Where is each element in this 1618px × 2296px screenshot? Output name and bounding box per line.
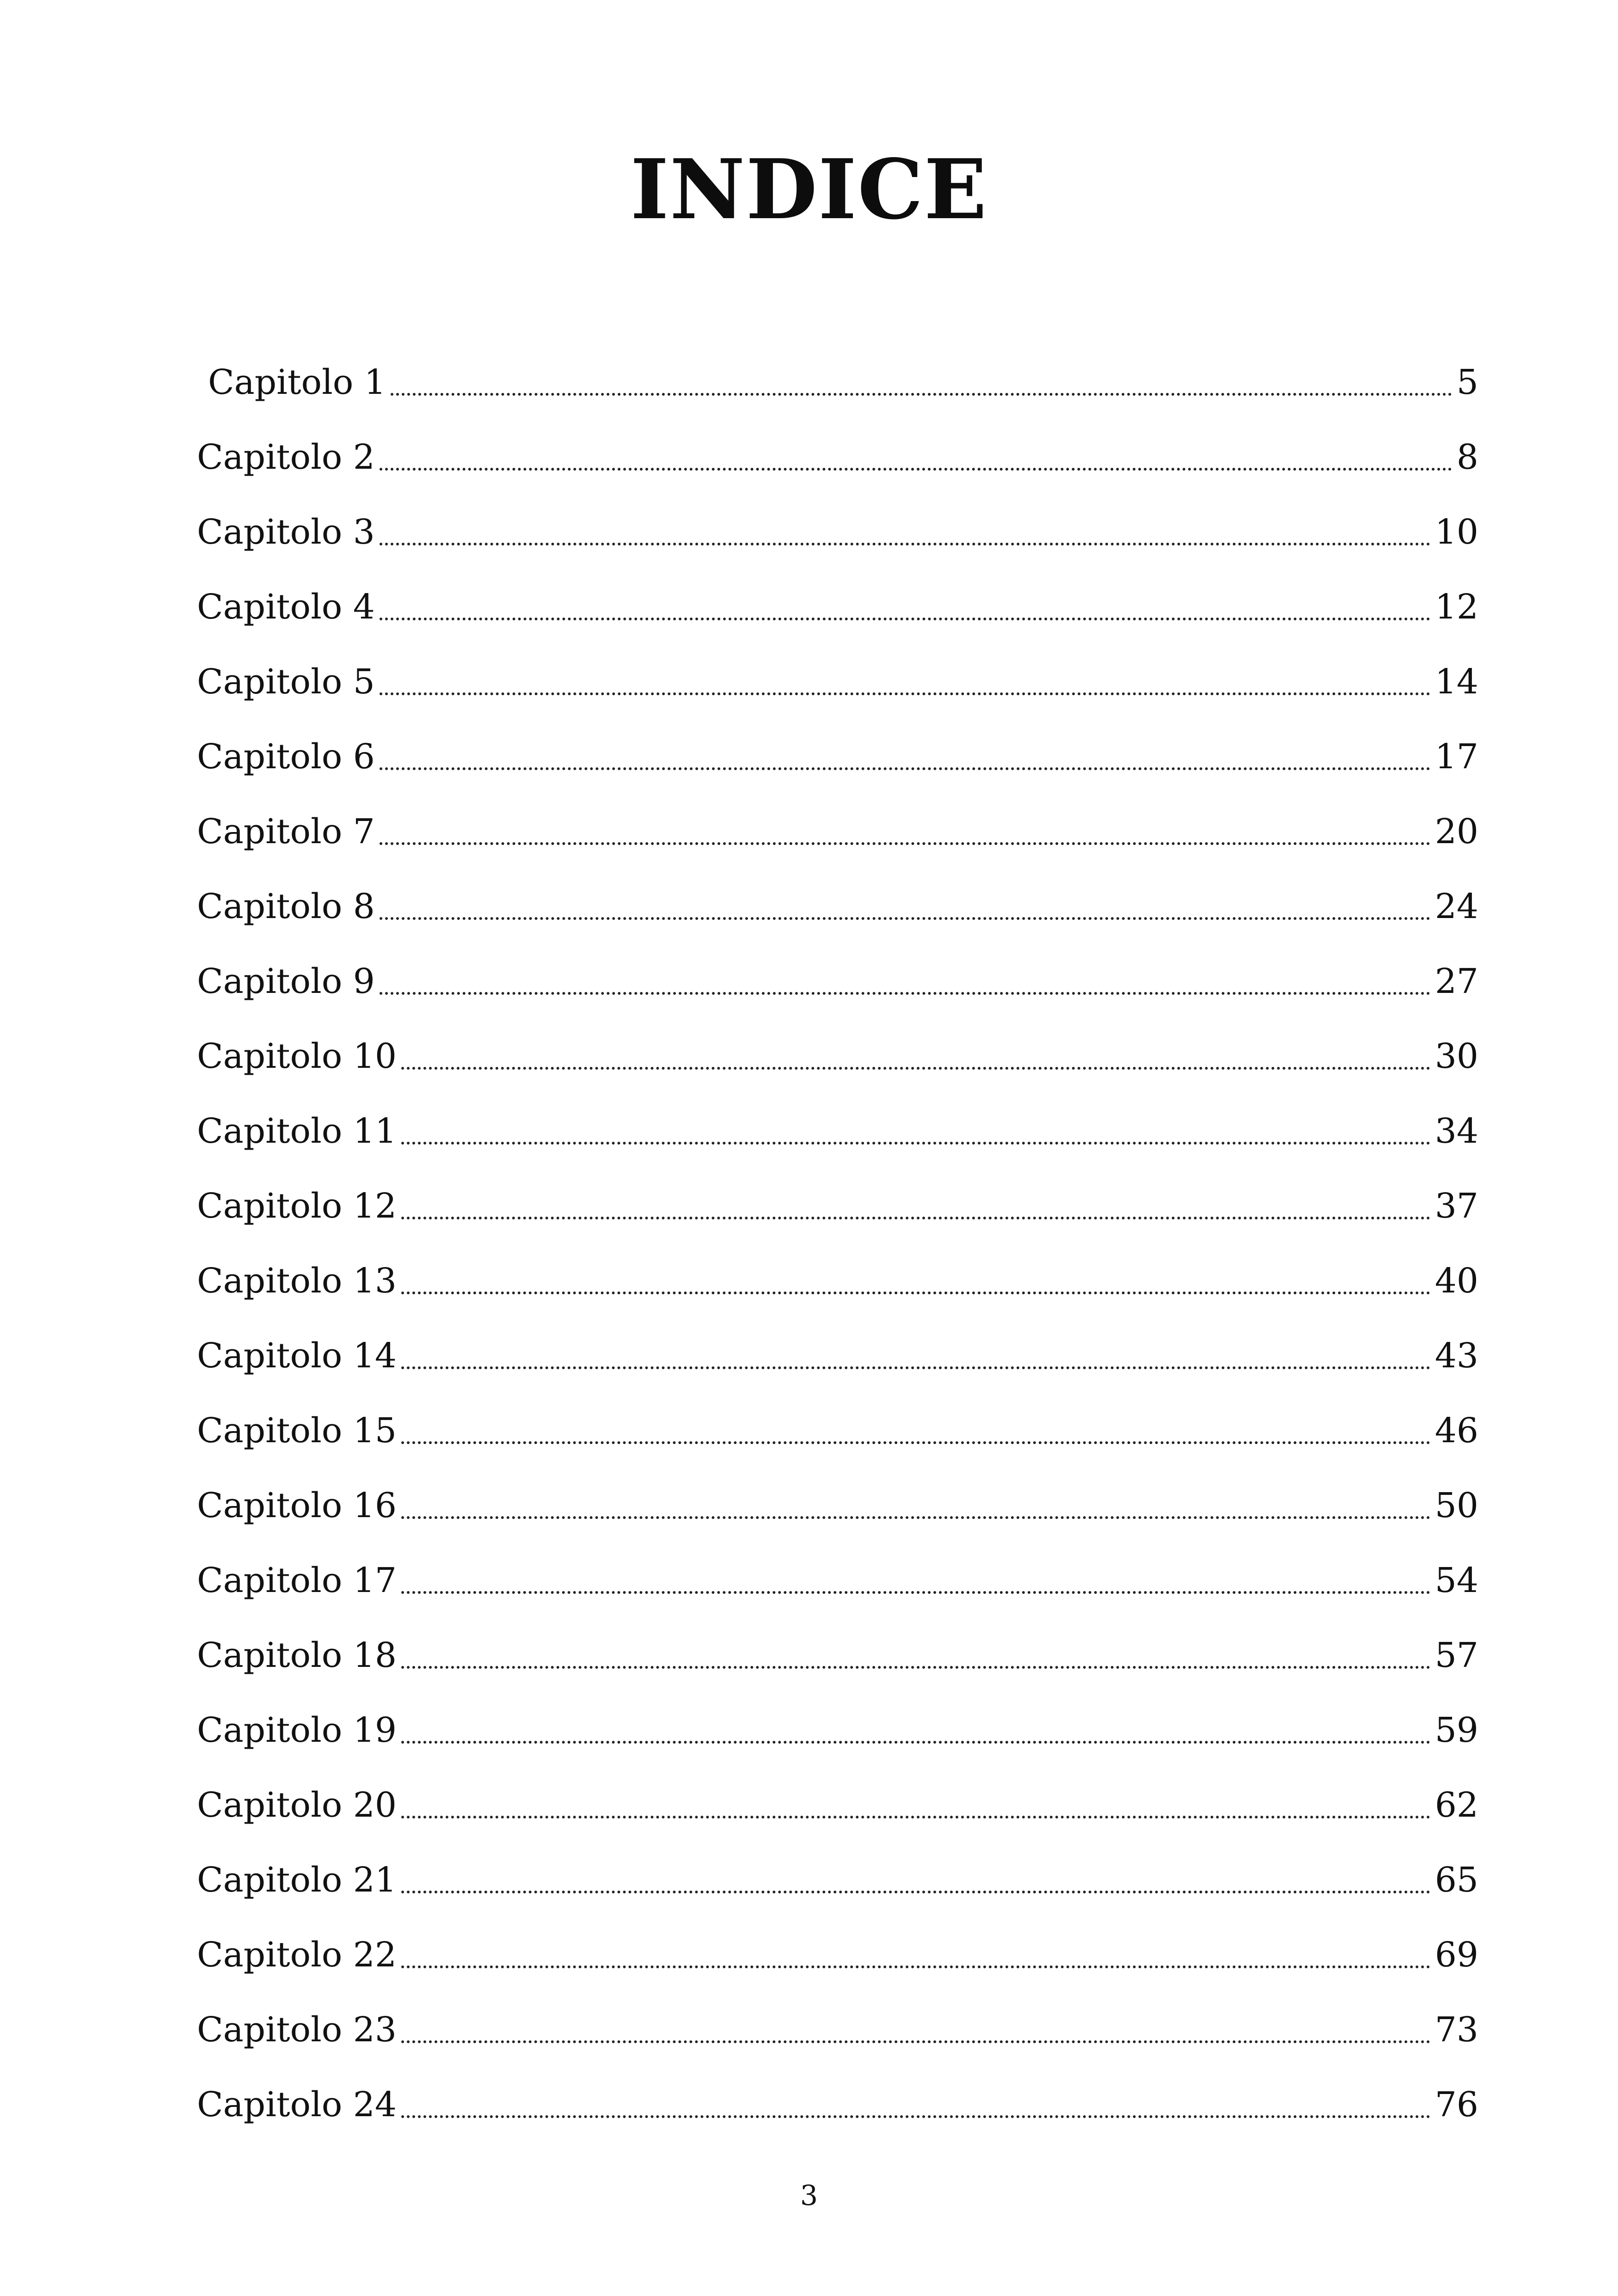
toc-entry-label: Capitolo 12 — [197, 1186, 397, 1226]
toc-entry-label: Capitolo 14 — [197, 1336, 397, 1376]
toc-dot-leader — [380, 467, 1452, 471]
toc-entry-page: 20 — [1434, 812, 1478, 851]
toc-entry-page: 34 — [1434, 1111, 1478, 1151]
toc-entry-label: Capitolo 15 — [197, 1411, 397, 1451]
toc-dot-leader — [401, 1291, 1430, 1294]
toc-dot-leader — [401, 1216, 1430, 1219]
toc-entry-label: Capitolo 13 — [197, 1261, 397, 1301]
toc-entry[interactable] — [197, 495, 1478, 569]
toc-entry-label: Capitolo 16 — [197, 1486, 397, 1525]
toc-entry[interactable] — [197, 719, 1478, 794]
toc-dot-leader — [401, 1665, 1430, 1669]
toc-dot-leader — [401, 2114, 1430, 2118]
toc-entry[interactable] — [197, 1618, 1478, 1693]
toc-dot-leader — [401, 1365, 1430, 1369]
toc-entry-page: 73 — [1434, 2010, 1478, 2050]
toc-dot-leader — [391, 392, 1452, 396]
toc-entry[interactable] — [197, 1693, 1478, 1768]
toc-entry[interactable] — [197, 1543, 1478, 1618]
toc-entry-page: 40 — [1434, 1261, 1478, 1301]
page-number: 3 — [800, 2180, 818, 2212]
toc-entry-page: 8 — [1456, 437, 1478, 477]
toc-entry[interactable] — [197, 1019, 1478, 1094]
toc-entry-page: 65 — [1434, 1860, 1478, 1900]
toc-dot-leader — [401, 1815, 1430, 1818]
toc-entry-label: Capitolo 6 — [197, 737, 375, 777]
toc-entry-page: 69 — [1434, 1935, 1478, 1975]
toc-entry-page: 37 — [1434, 1186, 1478, 1226]
table-of-contents — [197, 345, 1478, 2142]
toc-entry[interactable] — [197, 420, 1478, 495]
toc-entry[interactable] — [197, 1468, 1478, 1543]
toc-entry-page: 54 — [1434, 1561, 1478, 1600]
toc-entry-label: Capitolo 4 — [197, 587, 375, 627]
toc-dot-leader — [401, 1965, 1430, 1968]
toc-dot-leader — [401, 1440, 1430, 1444]
toc-entry-page: 46 — [1434, 1411, 1478, 1451]
toc-entry-page: 59 — [1434, 1710, 1478, 1750]
toc-dot-leader — [380, 841, 1430, 845]
toc-entry[interactable] — [197, 345, 1478, 420]
toc-dot-leader — [401, 2039, 1430, 2043]
toc-dot-leader — [401, 1066, 1430, 1070]
toc-entry-label: Capitolo 10 — [197, 1036, 397, 1076]
toc-entry-label: Capitolo 3 — [197, 512, 375, 552]
toc-dot-leader — [401, 1890, 1430, 1893]
toc-entry-page: 27 — [1434, 961, 1478, 1001]
toc-entry-label: Capitolo 21 — [197, 1860, 397, 1900]
toc-entry-page: 17 — [1434, 737, 1478, 777]
toc-entry[interactable] — [197, 1243, 1478, 1318]
toc-entry-page: 30 — [1434, 1036, 1478, 1076]
toc-entry[interactable] — [197, 1393, 1478, 1468]
toc-entry[interactable] — [197, 2067, 1478, 2142]
toc-dot-leader — [380, 991, 1430, 995]
toc-entry[interactable] — [197, 569, 1478, 644]
toc-entry-page: 62 — [1434, 1785, 1478, 1825]
toc-entry-page: 24 — [1434, 887, 1478, 926]
toc-entry[interactable] — [197, 1768, 1478, 1843]
toc-entry[interactable] — [197, 869, 1478, 944]
toc-dot-leader — [401, 1141, 1430, 1145]
toc-entry-page: 5 — [1456, 362, 1478, 402]
toc-entry-label: Capitolo 7 — [197, 812, 375, 851]
toc-entry-label: Capitolo 5 — [197, 662, 375, 702]
toc-entry-label: Capitolo 11 — [197, 1111, 397, 1151]
toc-entry-page: 76 — [1434, 2085, 1478, 2125]
toc-entry-page: 43 — [1434, 1336, 1478, 1376]
toc-entry-label: Capitolo 24 — [197, 2085, 397, 2125]
toc-entry-label: Capitolo 19 — [197, 1710, 397, 1750]
toc-dot-leader — [380, 692, 1430, 695]
toc-entry-label: Capitolo 23 — [197, 2010, 397, 2050]
toc-entry[interactable] — [197, 1094, 1478, 1169]
toc-dot-leader — [380, 916, 1430, 920]
toc-entry-page: 12 — [1434, 587, 1478, 627]
toc-entry[interactable] — [197, 944, 1478, 1019]
toc-entry-label: Capitolo 22 — [197, 1935, 397, 1975]
toc-dot-leader — [380, 766, 1430, 770]
toc-entry[interactable] — [197, 1917, 1478, 1992]
toc-entry-label: Capitolo 20 — [197, 1785, 397, 1825]
toc-entry[interactable] — [197, 1318, 1478, 1393]
toc-entry-label: Capitolo 17 — [197, 1561, 397, 1600]
toc-entry-label: Capitolo 2 — [197, 437, 375, 477]
toc-entry-label: Capitolo 18 — [197, 1635, 397, 1675]
toc-entry[interactable] — [197, 1843, 1478, 1917]
toc-entry-page: 50 — [1434, 1486, 1478, 1525]
toc-entry-label: Capitolo 9 — [197, 961, 375, 1001]
toc-dot-leader — [380, 617, 1430, 620]
page-title: INDICE — [630, 141, 988, 238]
toc-entry-label: Capitolo 8 — [197, 887, 375, 926]
toc-dot-leader — [401, 1515, 1430, 1519]
toc-entry[interactable] — [197, 1169, 1478, 1243]
toc-entry[interactable] — [197, 794, 1478, 869]
toc-entry[interactable] — [197, 1992, 1478, 2067]
toc-entry-page: 57 — [1434, 1635, 1478, 1675]
toc-entry-page: 14 — [1434, 662, 1478, 702]
toc-dot-leader — [401, 1740, 1430, 1744]
toc-entry[interactable] — [197, 644, 1478, 719]
toc-entry-label: Capitolo 1 — [208, 362, 386, 402]
toc-entry-page: 10 — [1434, 512, 1478, 552]
toc-dot-leader — [401, 1590, 1430, 1594]
toc-dot-leader — [380, 542, 1430, 545]
